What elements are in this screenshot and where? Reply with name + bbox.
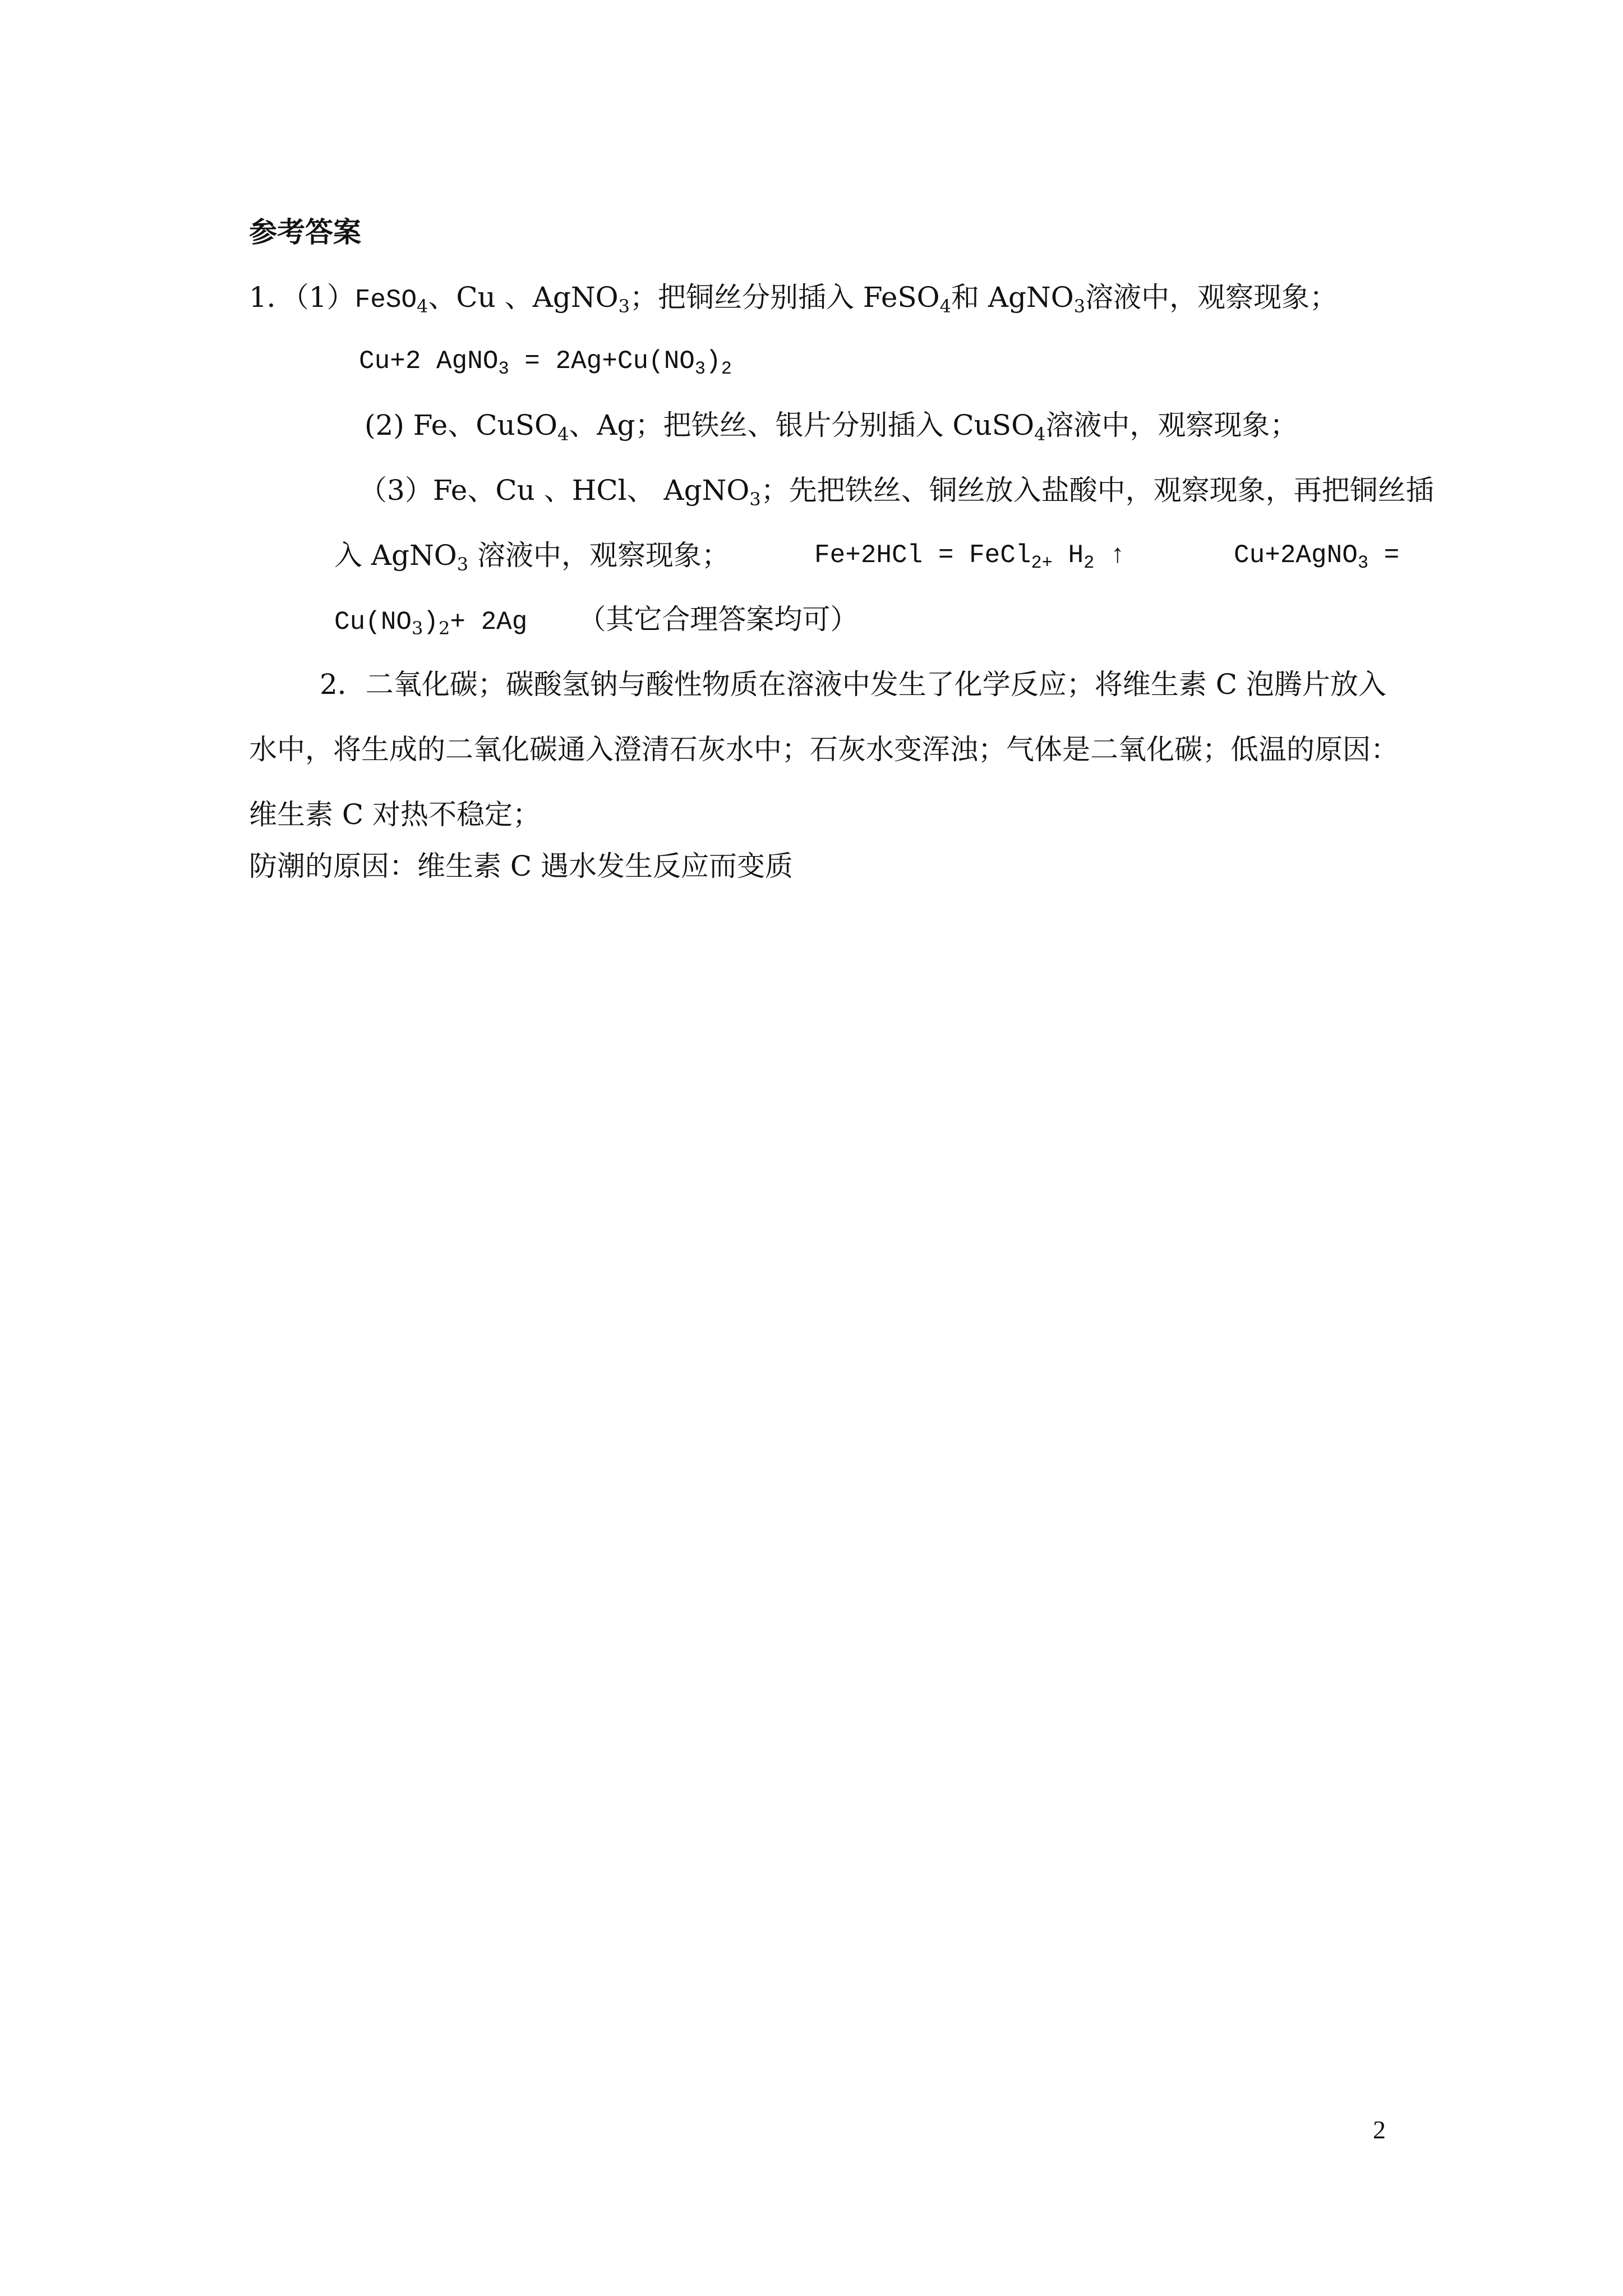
answer-heading <box>249 214 361 250</box>
equation-text: Fe+2HCl = FeCl <box>814 541 1031 570</box>
subscript: 4 <box>417 296 428 317</box>
subscript: 2 <box>721 358 732 379</box>
q1-part1-label: （1） <box>294 281 355 314</box>
q1-part3-label: （3） <box>359 474 433 507</box>
q1-part2-text: 溶液中，观察现象； <box>1045 409 1298 441</box>
q1-part1-text: 和 AgNO <box>951 281 1074 314</box>
subscript: 3 <box>412 618 423 639</box>
q2-text: 水中，将生成的二氧化碳通入澄清石灰水中；石灰水变浑浊；气体是二氧化碳；低温的原因： <box>249 733 1399 766</box>
subscript: 3 <box>694 358 706 379</box>
subscript: 3 <box>1073 296 1086 317</box>
q1-part3-line <box>359 472 1434 508</box>
equation-text: ) <box>423 608 439 637</box>
subscript: 3 <box>749 489 761 510</box>
equation-text: H <box>1052 541 1084 570</box>
q1-part2-text: Fe、CuSO <box>404 409 557 441</box>
equation-3 <box>1234 537 1399 573</box>
q1-part3-text: ；先把铁丝、铜丝放入盐酸中，观察现象，再把铜丝插 <box>760 474 1434 507</box>
q1-part3-text: Fe、Cu 、HCl、 AgNO <box>432 474 750 507</box>
q2-line2 <box>249 731 1399 767</box>
q1-part3-text: 溶液中，观察现象； <box>468 539 730 572</box>
subscript: 2 <box>1083 553 1095 573</box>
subscript: 3 <box>1357 553 1369 573</box>
q1-part1-text: 溶液中，观察现象； <box>1085 281 1338 314</box>
formula-text: FeSO <box>354 286 417 315</box>
q2-line1 <box>320 666 1386 702</box>
equation-text: + 2Ag <box>450 608 528 637</box>
equation-text: Cu+2 AgNO <box>359 347 499 376</box>
q1-part2-line <box>365 407 1298 443</box>
subscript: 2+ <box>1031 553 1053 573</box>
q1-part1-text: 、Cu 、AgNO <box>428 281 619 314</box>
q2-text: 2．二氧化碳；碳酸氢钠与酸性物质在溶液中发生了化学反应；将维生素 C 泡腾片放入 <box>320 668 1386 701</box>
q1-number: 1． <box>249 281 295 314</box>
alt-answer-note: （其它合理答案均可） <box>578 603 859 636</box>
q2-line4 <box>249 848 793 884</box>
q1-part3-text: 入 AgNO <box>334 539 457 572</box>
equation-2 <box>814 537 1126 573</box>
subscript: 4 <box>1034 424 1046 445</box>
subscript: 3 <box>618 296 630 317</box>
gas-arrow-icon: ↑ <box>1094 541 1126 570</box>
heading-text: 参考答案 <box>249 215 361 249</box>
subscript: 4 <box>557 424 569 445</box>
subscript: 4 <box>939 296 952 317</box>
equation-text: Cu+2AgNO <box>1234 541 1358 570</box>
equation-text: Cu(NO <box>334 608 412 637</box>
equation-1 <box>359 343 732 379</box>
subscript: 3 <box>498 358 509 379</box>
equation-text: = 2Ag+Cu(NO <box>509 347 695 376</box>
q1-part3-line2 <box>334 537 730 573</box>
q1-part2-text: 、Ag；把铁丝、银片分别插入 CuSO <box>569 409 1035 441</box>
q1-part2-label: (2) <box>365 409 404 441</box>
q2-text: 防潮的原因：维生素 C 遇水发生反应而变质 <box>249 850 794 882</box>
page-number: 2 <box>1373 2115 1386 2144</box>
q1-part1-text: ；把铜丝分别插入 FeSO <box>629 281 940 314</box>
q1-part3-line3 <box>334 601 858 640</box>
q1-part1-line <box>249 279 1338 318</box>
equation-text: ) <box>706 347 721 376</box>
equation-text: = <box>1368 541 1400 570</box>
subscript: 2 <box>439 618 450 639</box>
q2-text: 维生素 C 对热不稳定； <box>249 798 541 831</box>
q2-line3 <box>249 797 541 832</box>
subscript: 3 <box>457 554 469 575</box>
